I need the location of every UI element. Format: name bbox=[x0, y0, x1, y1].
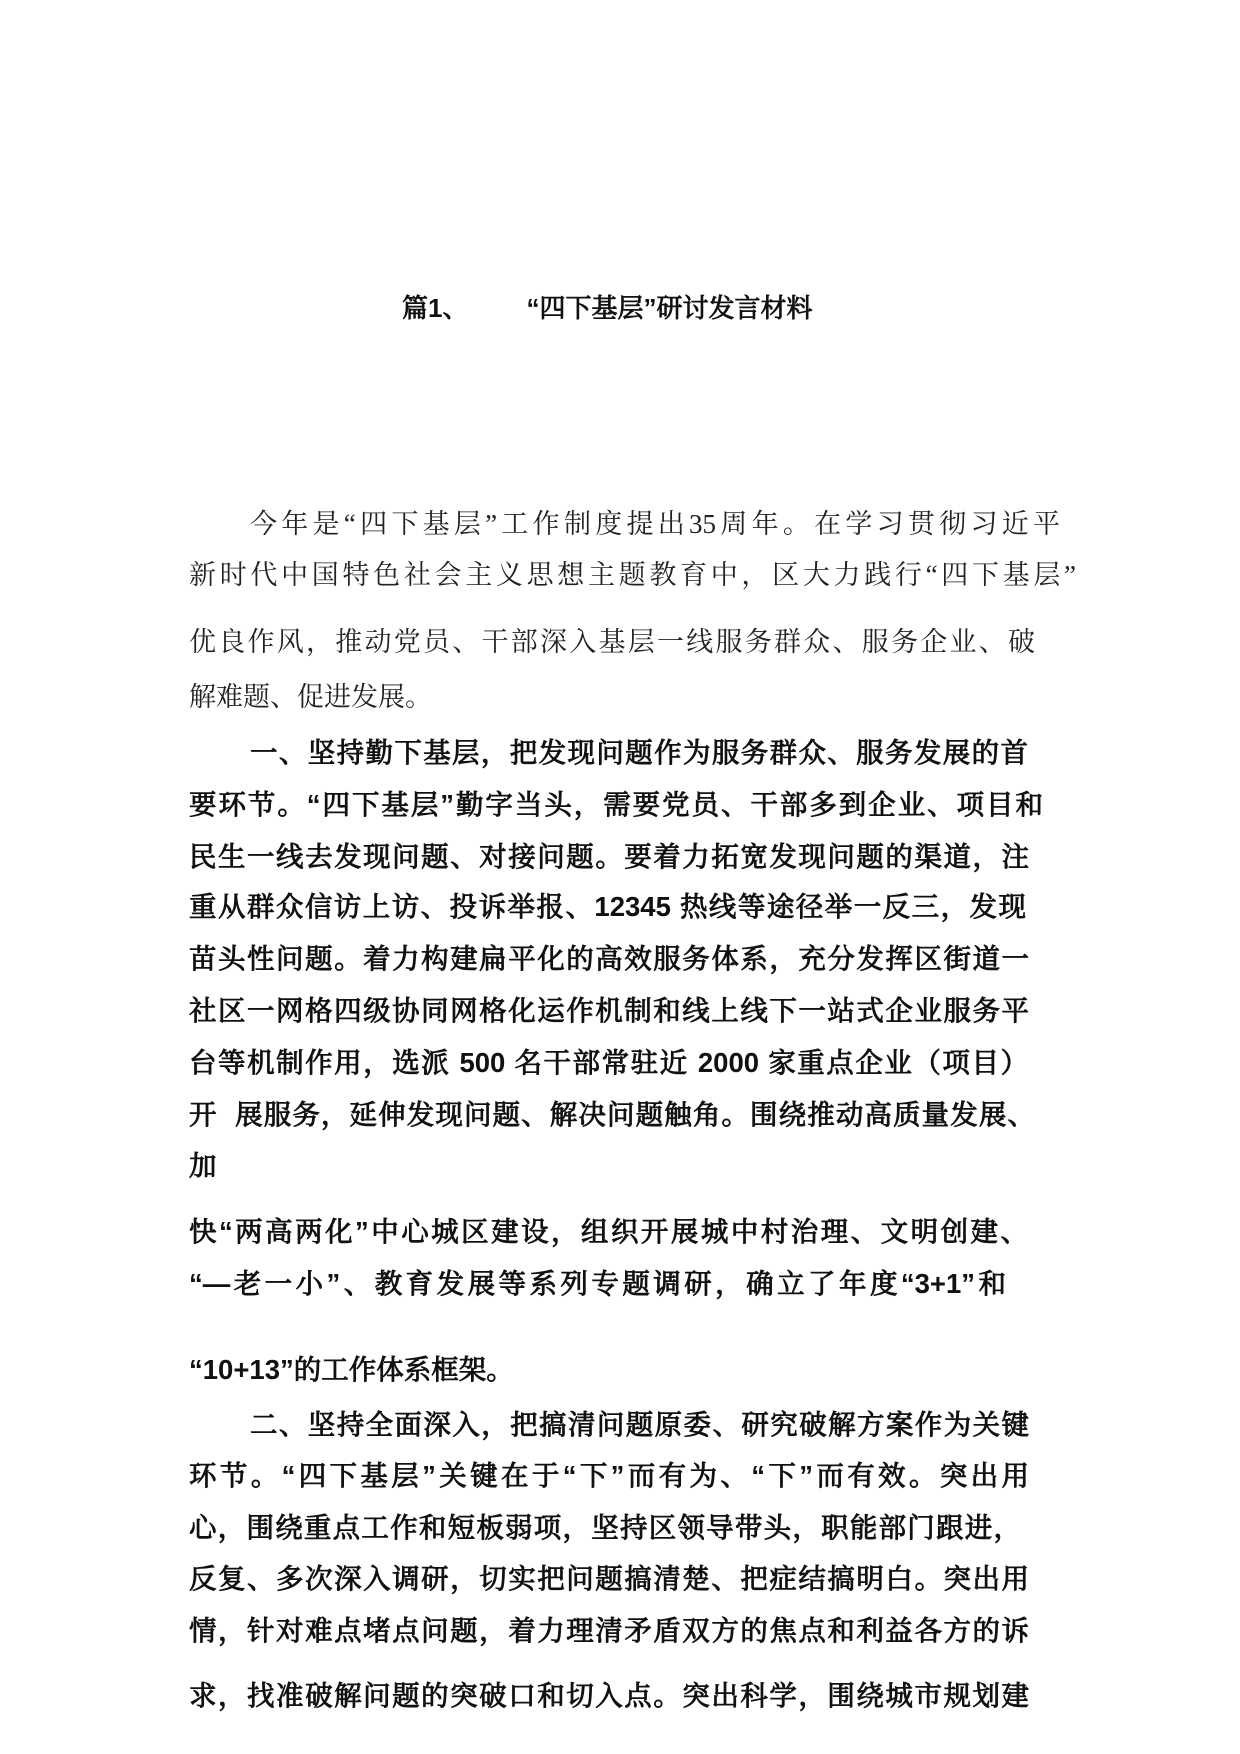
section2-line: 心，围绕重点工作和短板弱项，坚持区领导带头，职能部门跟进， bbox=[189, 1512, 1021, 1543]
intro-line: 优良作风，推动党员、干部深入基层一线服务群众、服务企业、破 bbox=[189, 627, 1035, 657]
section1-line: 重从群众信访上访、投诉举报、12345 热线等途径举一反三，发现 bbox=[189, 891, 1026, 922]
title-main: “四下基层”研讨发言材料 bbox=[526, 293, 813, 323]
section1-line: 台等机制作用，选派 500 名干部常驻近 2000 家重点企业（项目） bbox=[189, 1047, 1028, 1078]
section2-line: 情，针对难点堵点问题，着力理清矛盾双方的焦点和利益各方的诉 bbox=[189, 1615, 1029, 1646]
section1-line: 苗头性问题。着力构建扁平化的高效服务体系，充分发挥区街道一 bbox=[189, 943, 1029, 974]
section2-line: 二、坚持全面深入，把搞清问题原委、研究破解方案作为关键 bbox=[250, 1409, 1029, 1440]
section1-line: 快“两高两化”中心城区建设，组织开展城中村治理、文明创建、 bbox=[189, 1216, 1028, 1247]
section1-line: 开 展服务，延伸发现问题、解决问题触角。围绕推动高质量发展、 bbox=[189, 1099, 1035, 1130]
section2-line: 求，找准破解问题的突破口和切入点。突出科学，围绕城市规划建 bbox=[189, 1680, 1029, 1711]
section2-line: 环节。“四下基层”关键在于“下”而有为、“下”而有效。突出用 bbox=[189, 1460, 1029, 1491]
section1-line: “—老一小”、教育发展等系列专题调研，确立了年度“3+1”和 bbox=[189, 1268, 1006, 1299]
section1-line: 民生一线去发现问题、对接问题。要着力拓宽发现问题的渠道，注 bbox=[189, 841, 1029, 872]
section2-line: 反复、多次深入调研，切实把问题搞清楚、把症结搞明白。突出用 bbox=[189, 1563, 1029, 1594]
intro-line: 解难题、促进发展。 bbox=[189, 682, 432, 712]
section1-line: 一、坚持勤下基层，把发现问题作为服务群众、服务发展的首 bbox=[250, 737, 1028, 768]
title-prefix: 篇1、 bbox=[402, 293, 469, 323]
section1-line: 社区一网格四级协同网格化运作机制和线上线下一站式企业服务平 bbox=[189, 995, 1029, 1026]
intro-line: 新时代中国特色社会主义思想主题教育中，区大力践行“四下基层” bbox=[189, 560, 1076, 590]
section1-line: “10+13”的工作体系框架。 bbox=[189, 1354, 514, 1385]
page-title bbox=[402, 292, 812, 324]
section1-line: 要环节。“四下基层”勤字当头，需要党员、干部多到企业、项目和 bbox=[189, 789, 1043, 820]
intro-line: 今年是“四下基层”工作制度提出35周年。在学习贯彻习近平 bbox=[250, 509, 1060, 539]
section1-line: 加 bbox=[189, 1150, 217, 1181]
